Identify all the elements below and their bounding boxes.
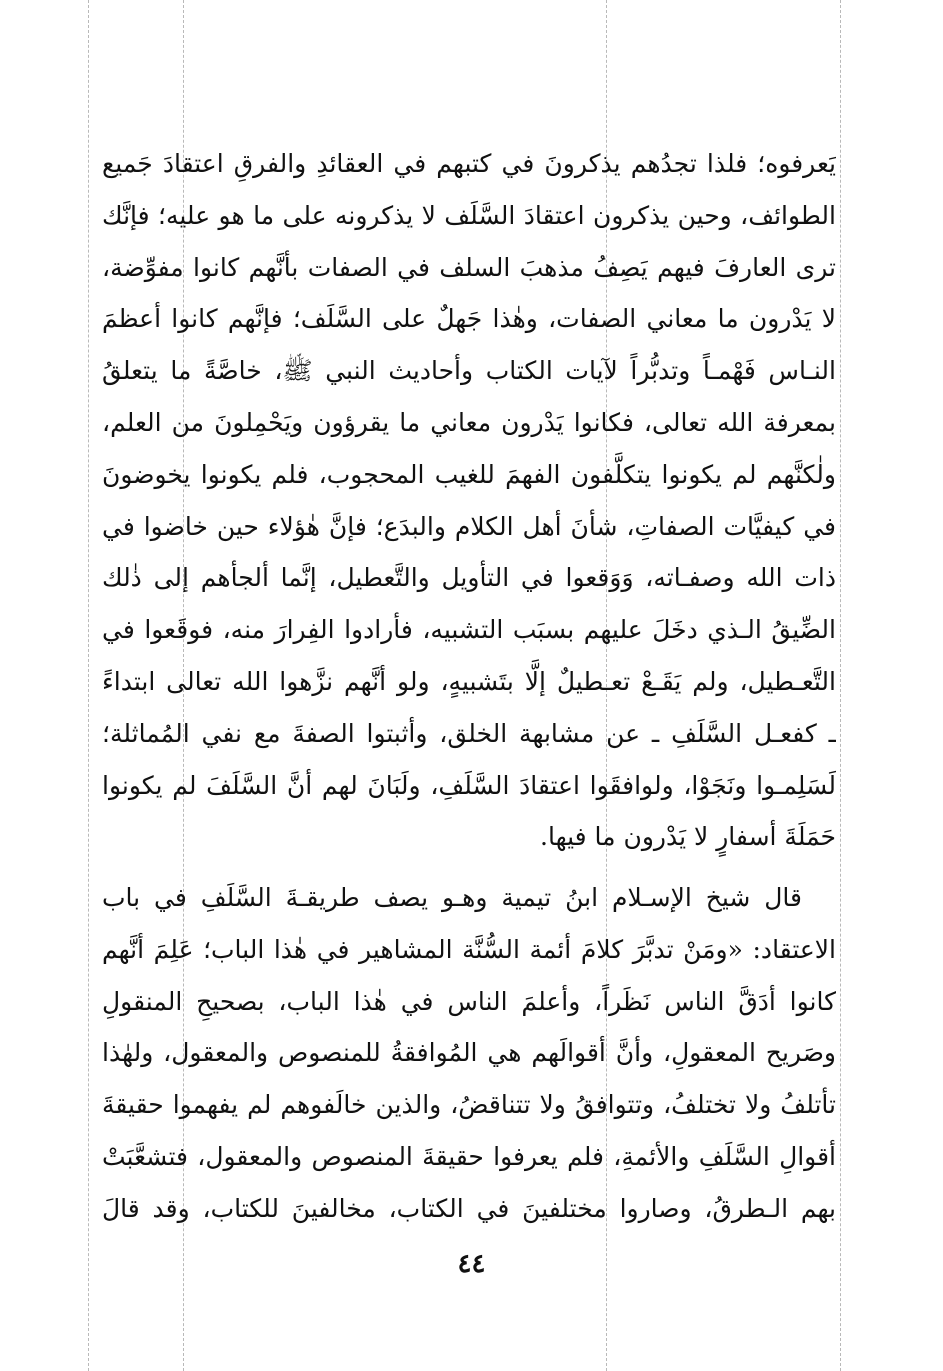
paragraph-line: ـ كفعـل السَّلَفِ ـ عن مشابهة الخلق، وأثبتوا الصفةَ مع نفي المُماثلة؛ [102,718,836,748]
paragraph-line: بهم الـطرقُ، وصاروا مختلفينَ في الكتاب، مخالفينَ للكتاب، وقد قالَ [102,1193,836,1223]
paragraph-line: ذات الله وصفـاته، وَوَقعوا في التأويل والتَّعطيل، إنَّما ألجأهم إلى ذٰلك [102,563,836,593]
paragraph-line: وصَريح المعقولِ، وأنَّ أقوالَهم هي المُوافقةُ للمنصوص والمعقول، ولهٰذا [102,1038,836,1068]
page-number: ٤٤ [457,1249,486,1279]
paragraph-line: لَسَلِمـوا ونَجَوْا، ولوافقَوا اعتقادَ السَّلَفِ، ولَبَانَ لهم أنَّ السَّلَفَ لم يكونوا [102,770,836,800]
paragraph-line: الاعتقاد: «ومَنْ تدبَّرَ كلامَ أئمة السُّنَّة المشاهير في هٰذا الباب؛ عَلِمَ أنَّهم [102,934,836,964]
paragraph-line: التَّعـطيل، ولم يَقَـعْ تعـطيلٌ إلَّا بتَشبيهٍ، ولو أنَّهم نزَّهوا الله تعالى ابتداءً [102,666,836,696]
paragraph-line: قال شيخ الإسـلام ابنُ تيمية وهـو يصف طريقـةَ السَّلَفِ في باب [102,883,802,912]
paragraph-2 [102,872,836,1235]
paragraph-line: تأتلفُ ولا تختلفُ، وتتوافقُ ولا تتناقضُ، والذين خالَفوهم لم يفهموا حقيقةَ [102,1090,836,1120]
paragraph-line: ترى العارفَ فيهم يَصِفُ مذهبَ السلف في الصفات بأنَّهم كانوا مفوِّضة، [102,252,836,282]
paragraph-line: كانوا أدَقَّ الناس نَظَراً، وأعلمَ الناس في هٰذا الباب، بصحيحِ المنقولِ [102,986,836,1016]
margin-guide-right [840,0,841,1371]
paragraph-line: يَعرفوه؛ فلذا تجدُهم يذكرونَ في كتبهم في العقائدِ والفرقِ اعتقادَ جَميع [102,149,836,178]
paragraph-line: الضِّيقُ الـذي دخَلَ عليهم بسبَب التشبيه، فأرادوا الفِرارَ منه، فوقَعوا في [102,615,836,645]
paragraph-line: في كيفيَّات الصفاتِ، شأنَ أهل الكلام والبدَع؛ فإنَّ هٰؤلاء حين خاضوا في [102,511,836,541]
paragraph-line: لا يَدْرون ما معاني الصفات، وهٰذا جَهلٌ على السَّلَف؛ فإنَّهم كانوا أعظمَ [102,304,836,334]
paragraph-line: أقوالِ السَّلَفِ والأئمةِ، فلم يعرفوا حقيقةَ المنصوص والمعقول، فتشعَّبَتْ [102,1141,836,1171]
paragraph-line: ولٰكنَّهم لم يكونوا يتكلَّفون الفهمَ للغيب المحجوب، فلم يكونوا يخوضونَ [102,459,836,489]
paragraph-line: النـاس فَهْمـاً وتدبُّراً لآيات الكتاب وأحاديث النبي ﷺ، خاصَّةً ما يتعلقُ [102,356,836,386]
margin-guide-left [88,0,89,1371]
paragraph-line: الطوائف، وحين يذكرون اعتقادَ السَّلَف لا يذكرونه على ما هو عليه؛ فإنَّك [102,200,836,230]
paragraph-line: حَمَلَةَ أسفارٍ لا يَدْرون ما فيها. [540,822,836,852]
paragraph-line: بمعرفة الله تعالى، فكانوا يَدْرون معاني ما يقرؤون ويَحْمِلونَ من العلم، [102,407,836,437]
paragraph-1 [102,138,836,863]
